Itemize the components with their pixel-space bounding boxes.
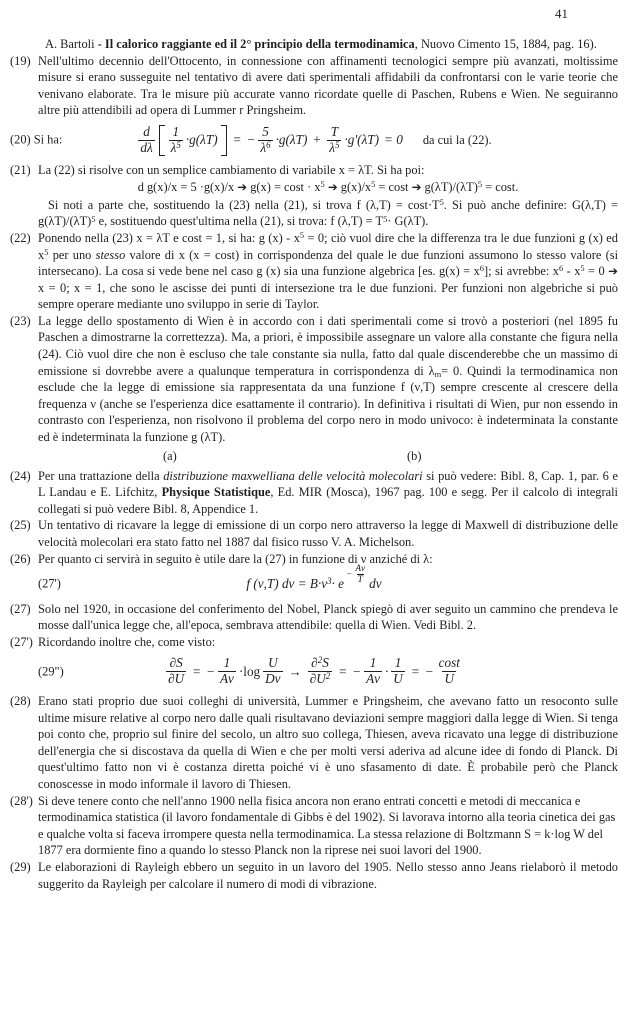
note-27-text: Solo nel 1920, in occasione del conferimento del Nobel, Planck spiegò di aver seguito un cammino che prendeva le mosse dall'unica legge che, all'epoca, sembrava attendibile: quella di Wien. Vedi Bibl. 2. — [38, 601, 618, 633]
note-19 — [10, 53, 618, 119]
label-b: (b) — [407, 448, 422, 463]
equals-sign: = — [232, 132, 242, 148]
minus-sign: − — [352, 663, 362, 679]
note-29-label: (29) — [10, 859, 31, 874]
note-27 — [10, 601, 618, 634]
left-bracket — [159, 125, 165, 156]
note-24-label: (24) — [10, 468, 31, 483]
note-28 — [10, 693, 618, 793]
note-27b-text: Ricordando inoltre che, come visto: — [38, 634, 216, 649]
note-29-text: Le elaborazioni di Rayleigh ebbero un seguito in un lavoro del 1905. Nello stesso anno Jeans rielaborò il metodo suggerito da Rayleigh per calcolare il numero di modi di vibrazione. — [38, 859, 618, 891]
note-23-label: (23) — [10, 313, 31, 328]
note-19-text: Nell'ultimo decennio dell'Ottocento, in connessione con affinamenti tecnologici sempre più avanzati, moltissime misure si erano susseguite nel tentativo di avere dati sperimentali affidabili da confrontarsi con le varie teorie che venivano elaborate. Tra le misure più accurate vanno ricordate quelle di Paschen, Rubens e Wien. Ne seguiranno altre più attendibili ad opera di Lummer r Pringsheim. — [38, 53, 618, 118]
note-21-text: La (22) si risolve con un semplice cambiamento di variabile x = λT. Si ha poi: — [38, 162, 425, 177]
minus-sign: − — [346, 569, 353, 580]
plus-sign: + — [312, 132, 322, 148]
note-28-text: Erano stati proprio due suoi colleghi di università, Lummer e Pringsheim, che avevano fatto un resoconto sulle ultime misure relative al corpo nero dalle quali risultavano deviazioni sempre maggiori dalla legge di Wien. Si tenga poi conto che, proprio sul finire del secolo, un altro suo collega, Thiesen, aveva ricavato una legge di distribuzione dell'energia che si discostava da quella di Wien e che per molti versi aderiva ad alcune idee di fondo di Planck. Di quest'ultimo fatto non vi è costanza diretta poiché vi è uno sfasamento di date. È probabile però che Planck conoscesse in modo informale il lavoro di Thiesen. — [38, 693, 618, 791]
subfigure-labels — [10, 449, 618, 466]
equation-29-label: (29") — [38, 664, 64, 679]
equation-27-formula — [245, 564, 382, 594]
note-22-text: Ponendo nella (23) x = λT e cost = 1, si ha: g $(x) - x^5 = 0$; ciò vuol dire che la differenza tra le due funzioni g (x) ed $x^5$ per uno stesso valore di x (x = cost) in corrispondenza del quale le due funzioni assumono lo stesso valore (si intersecano). La cosa si vede bene nel caso g (x) sia una funzione algebrica [es. $g(x) = x^6$]; si avrebbe: $x^6 - x^5 = 0$ ➔ x = 0; x = 1, che sono le ascisse dei punti di intersezione tra le due funzioni. Per funzioni non algebriche si può sempre operare mediante uno sviluppo in serie di Taylor. — [38, 230, 619, 312]
fraction: $\frac{A\nu}{T}$ — [355, 564, 366, 586]
note-23 — [10, 313, 618, 446]
note-24-text: Per una trattazione della distribuzione maxwelliana delle velocità molecolari si può vedere: Bibl. 8, Cap. 1, par. 6 e L Landau e E. Lifchitz, Physique Statistique, Ed. MIR (Mosca), 1967 pag. 100 e segg. Per il calcolo di integrali collegati si può vedere Bibl. 8, Appendice 1. — [38, 468, 618, 516]
note-21-equation-line: d g(x)/x = 5 ·g(x)/x ➔ $g(x) = \cos t \cdot x^5$ ➔ $g(x)/x^5 = \cos t$ ➔ $g(\lambda T)/(\lambda T)^5 = \cos t$. — [137, 179, 519, 195]
equation-29-formula — [164, 656, 464, 687]
note-25-label: (25) — [10, 518, 31, 533]
term: dν — [369, 575, 382, 591]
page-number: 41 — [555, 6, 568, 21]
note-22-label: (22) — [10, 230, 31, 245]
equation-29 — [10, 656, 618, 687]
fraction: $\frac{\cos t}{U}$ — [438, 655, 460, 687]
note-27b — [10, 634, 618, 651]
fraction: $\frac{\partial^2S}{\partial U^2}$ — [309, 655, 331, 687]
note-26 — [10, 551, 618, 568]
note-28b-text: Si deve tenere conto che nell'anno 1900 nella fisica ancora non erano entrati concetti e metodi di meccanica e termodinamica statistica (il lavoro fondamentale di Gibbs è del 1902). Si lavorava intorno alla teoria cinetica dei gas e qualche volta si faceva irrompere questa nella termodinamica. La stessa relazione di Boltzmann S = k·log W del 1877 era dormiente fino a quando lo stesso Planck non la riprese nei suoi lavori del 1900. — [38, 793, 616, 858]
note-28b — [10, 793, 618, 859]
equals-zero: = 0 — [384, 132, 403, 148]
right-bracket — [221, 125, 227, 156]
minus-sign: − — [424, 663, 434, 679]
equation-27-label: (27') — [38, 576, 61, 591]
fraction: $\frac{T}{\lambda^5}$ — [329, 123, 340, 155]
note-21-label: (21) — [10, 162, 31, 177]
fraction: $\frac{\partial S}{\partial U}$ — [168, 655, 185, 687]
bracket-group — [159, 125, 227, 156]
fraction: $\frac{1}{A\nu}$ — [366, 655, 380, 687]
fraction: $\frac{1}{A\nu}$ — [219, 655, 234, 687]
note-21-continuation: Si noti a parte che, sostituendo la (23) nella (21), si trova f $(\lambda,T) = \cos t\cdot T^5$. Si può anche definire: $G(\lambda,T) = g(\lambda T)/(\lambda T)^5$ e, sostituendo quest'ultima nella (21), si trova: f $(\lambda,T) = T^5\cdot G(\lambda T)$. — [38, 196, 618, 229]
equation-20-formula — [136, 125, 491, 156]
log-operator: ·log — [238, 663, 261, 679]
equals-sign: = — [192, 663, 202, 679]
term: ·g(λT) — [275, 132, 308, 148]
equation-20-label: (20) Si ha: — [10, 132, 63, 147]
reference-note: A. Bartoli - Il calorico raggiante ed il 2° principio della termodinamica, Nuovo Cimento 15, 1884, pag. 16). — [45, 37, 597, 51]
exponent — [346, 564, 368, 585]
minus-sign: − — [246, 132, 256, 148]
note-26-text: Per quanto ci servirà in seguito è utile dare la (27) in funzione di ν anziché di λ: — [38, 551, 433, 566]
note-22 — [10, 230, 618, 313]
note-27-label: (27) — [10, 601, 31, 616]
term: ·g(λT) — [185, 132, 218, 148]
note-25-text: Un tentativo di ricavare la legge di emissione di un corpo nero attraverso la legge di Maxwell di distribuzione delle velocità molecolari era stato fatto nel 1887 dal fisico russo V. A. Michelson. — [38, 518, 618, 549]
equation-20 — [10, 125, 618, 156]
note-26-label: (26) — [10, 551, 31, 566]
fraction: d dλ — [140, 123, 153, 155]
equation-20-tail: da cui la (22). — [422, 132, 492, 147]
fraction: $\frac{1}{U}$ — [393, 655, 403, 687]
note-25 — [10, 517, 618, 550]
note-28b-label: (28') — [10, 793, 33, 808]
note-23-text: La legge dello spostamento di Wien è in accordo con i dati sperimentali come si trovò a posteriori (nel 1895 fu Paschen a dimostrarne la correttezza). Ma, a priori, è impossibile assegnare un valore alla constante che figura nella (24). Ciò vuol dire che non è escluso che tale constante sia nulla, fatto dal quale discenderebbe che un massimo di emissione si dovrebbe avere a qualunque temperatura in corrispondenza di λm= 0. Quindi la termodinamica non esclude che la legge di emissione sia rappresentata da una funzione f (ν,T) sempre crescente al crescere della frequenza ν (anche se l'esperienza dice esattamente il contrario). In definitiva i risultati di Wien, pur non essendo in contrasto con l'esperienza, non risolvono il problema del corpo nero in modo univoco: è indeterminata la constante ed è indeterminata la funzione g (λT). — [38, 313, 618, 445]
arrow-right: → — [288, 663, 302, 679]
note-27b-label: (27') — [10, 634, 33, 649]
page-content — [10, 36, 618, 892]
note-24 — [10, 468, 618, 518]
fraction: U Dν — [265, 655, 281, 687]
note-28-label: (28) — [10, 693, 31, 708]
note-19-label: (19) — [10, 53, 31, 68]
equation-27 — [10, 564, 618, 594]
note-21 — [10, 162, 618, 230]
fraction: $\frac{5}{\lambda^6}$ — [260, 123, 271, 155]
equals-sign: = — [338, 663, 348, 679]
equals-sign: = — [410, 663, 420, 679]
term: ·g'(λT) — [344, 132, 380, 148]
minus-sign: − — [206, 663, 215, 679]
label-a: (a) — [163, 448, 177, 463]
term: f (ν,T) $d\nu = B\cdot\nu^3\cdot e$ — [246, 575, 345, 591]
note-29 — [10, 859, 618, 892]
dot-operator: · — [384, 663, 389, 679]
fraction: 1 $\lambda^5$ — [170, 123, 181, 155]
